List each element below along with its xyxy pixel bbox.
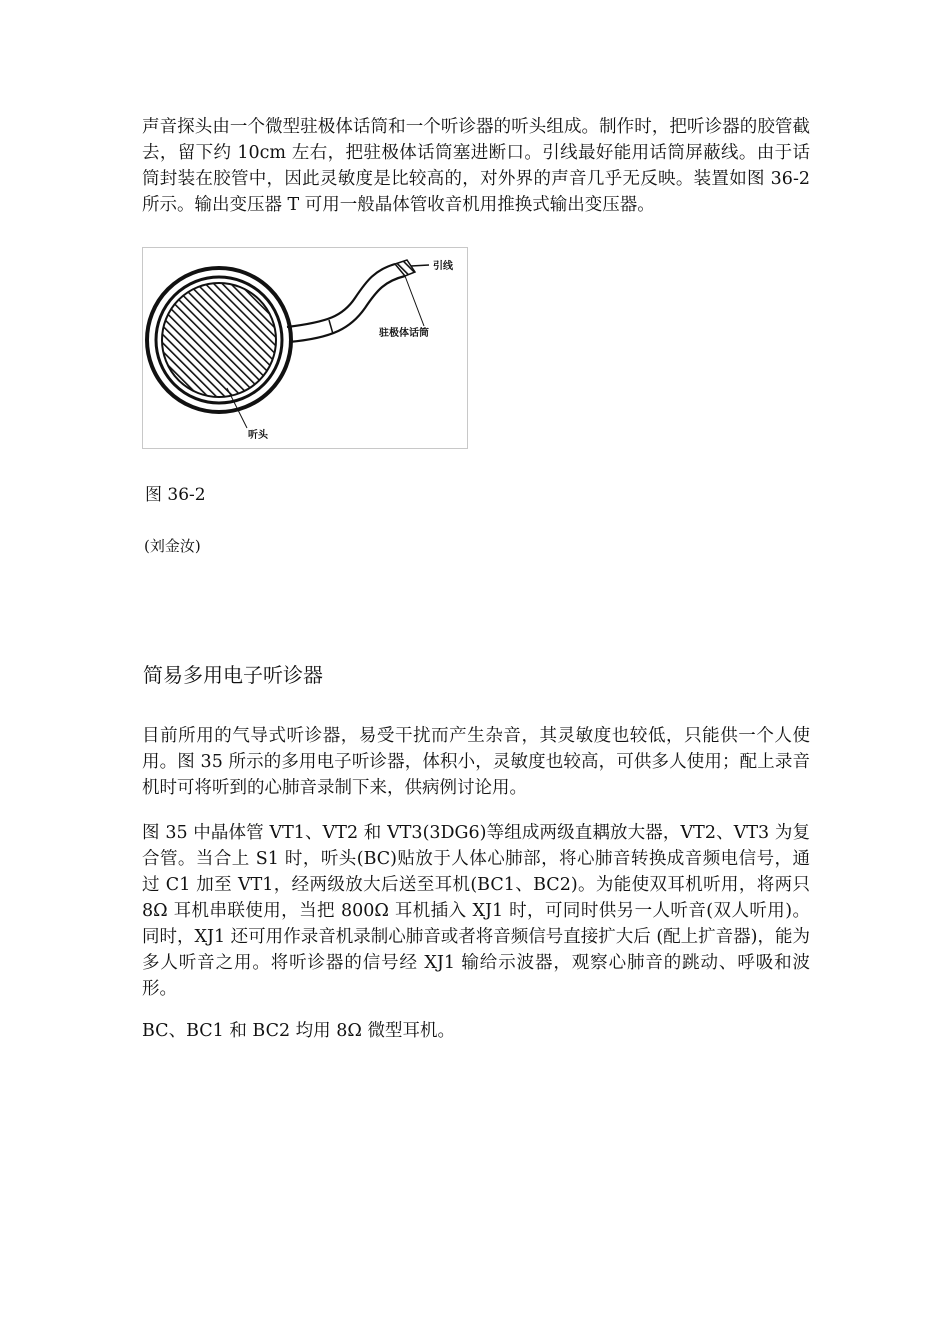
intro-paragraph: 声音探头由一个微型驻极体话筒和一个听诊器的听头组成。制作时，把听诊器的胶管截去，留下约 10cm 左右，把驻极体话筒塞进断口。引线最好能用话筒屏蔽线。由于话筒封装在胶管中，因此灵敏度是比较高的，对外界的声音几乎无反映。装置如图 36-2 所示。输出变压器 T 可用一般晶体管收音机用推换式输出变压器。 bbox=[142, 117, 810, 215]
section-title: 简易多用电子听诊器 bbox=[143, 663, 323, 687]
head-diaphragm bbox=[162, 283, 276, 397]
figure-36-2 bbox=[142, 247, 468, 449]
section-paragraph-1: 目前所用的气导式听诊器，易受干扰而产生杂音，其灵敏度也较低，只能供一个人使用。图 35 所示的多用电子听诊器，体积小，灵敏度也较高，可供多人使用；配上录音机时可将听到的心肺音录制下来，供病例讨论用。 bbox=[142, 726, 810, 798]
tube-joint bbox=[329, 320, 333, 334]
section-paragraph-2: 图 35 中晶体管 VT1、VT2 和 VT3(3DG6)等组成两级直耦放大器，VT2、VT3 为复合管。当合上 S1 时，听头(BC)贴放于人体心肺部，将心肺音转换成音频电信号，通过 C1 加至 VT1，经两级放大后送至耳机(BC1、BC2)。为能使双耳机听用，将两只 8Ω 耳机串联使用，当把 800Ω 耳机插入 XJ1 时，可同时供另一人听音(双人听用)。同时，XJ1 还可用作录音机录制心肺音或者将音频信号直接扩大后 (配上扩音器)，能为多人听音之用。将听诊器的信号经 XJ1 输给示波器，观察心肺音的跳动、呼吸和波形。 bbox=[142, 823, 810, 999]
label-head: 听头 bbox=[248, 430, 268, 441]
figure-caption: 图 36-2 bbox=[145, 485, 206, 505]
label-microphone: 驻极体话筒 bbox=[379, 328, 429, 339]
mic-leader-line bbox=[405, 276, 424, 326]
section-paragraph-3: BC、BC1 和 BC2 均用 8Ω 微型耳机。 bbox=[142, 1021, 455, 1041]
stethoscope-diagram bbox=[143, 248, 469, 450]
label-lead: 引线 bbox=[433, 261, 453, 272]
author-credit: (刘金汝) bbox=[144, 537, 201, 555]
lead-wire bbox=[411, 265, 429, 266]
tube-upper-edge bbox=[287, 264, 395, 327]
microphone-element bbox=[395, 260, 415, 276]
